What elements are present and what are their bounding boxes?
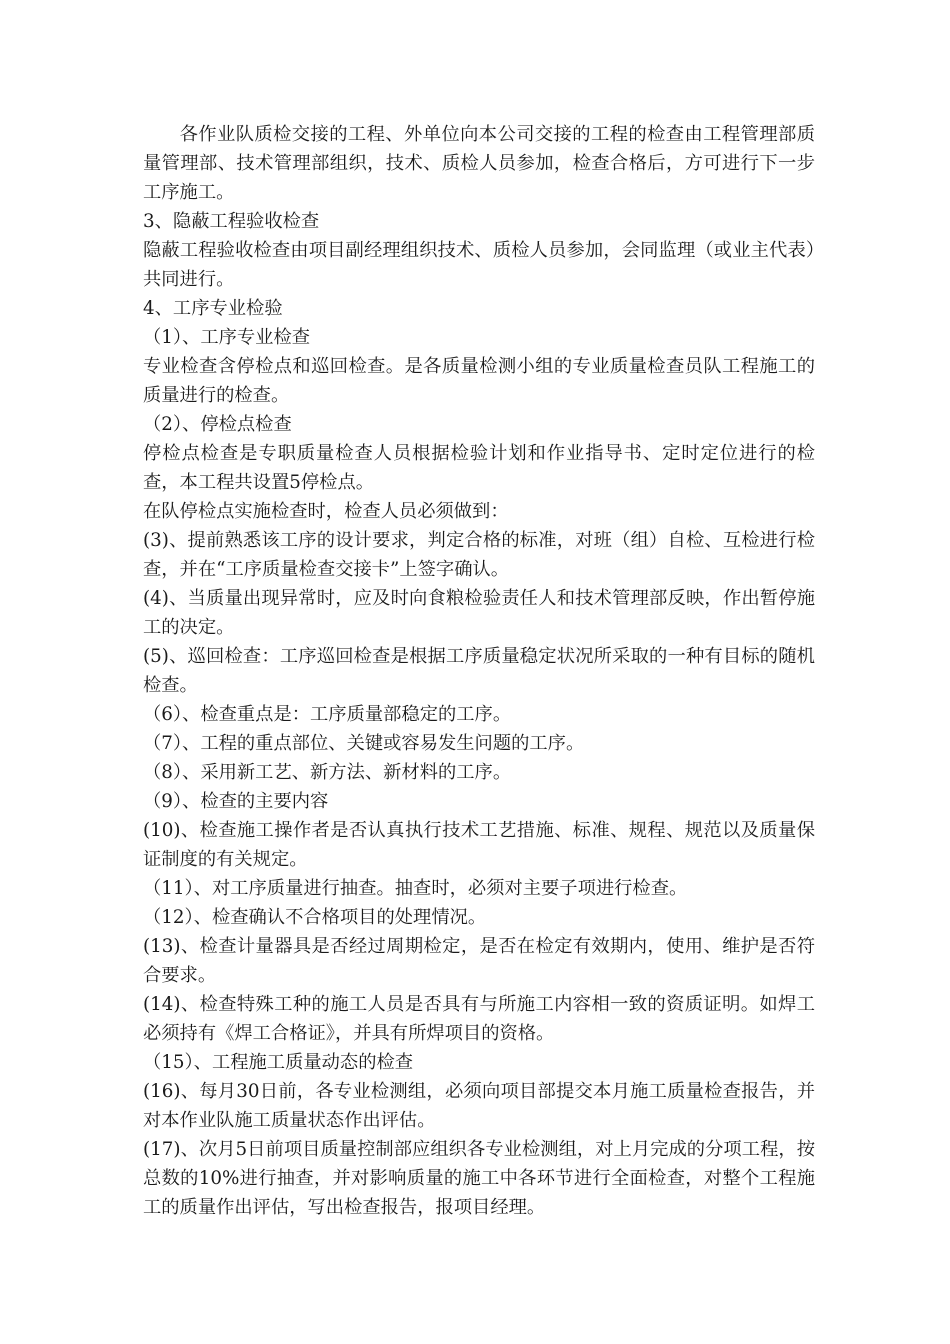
list-item: （9）、检查的主要内容 <box>143 791 329 812</box>
document-body <box>143 120 815 1222</box>
list-item: (14)、检查特殊工种的施工人员是否具有与所施工内容相一致的资质证明。如焊工必须持有《焊工合格证》，并具有所焊项目的资格。 <box>143 994 815 1044</box>
section-heading: 4、工序专业检验 <box>143 298 283 319</box>
list-item: （7）、工程的重点部位、关键或容易发生问题的工序。 <box>143 733 585 754</box>
list-item: (3)、提前熟悉该工序的设计要求，判定合格的标准，对班（组）自检、互检进行检查，并在“工序质量检查交接卡”上签字确认。 <box>143 530 815 580</box>
list-item: （6）、检查重点是：工序质量部稳定的工序。 <box>143 704 512 725</box>
list-item: (10)、检查施工操作者是否认真执行技术工艺措施、标准、规程、规范以及质量保证制度的有关规定。 <box>143 820 815 870</box>
list-item: (17)、次月5日前项目质量控制部应组织各专业检测组，对上月完成的分项工程，按总数的10%进行抽查，并对影响质量的施工中各环节进行全面检查，对整个工程施工的质量作出评估，写出检查报告，报项目经理。 <box>143 1139 815 1218</box>
list-item: (13)、检查计量器具是否经过周期检定，是否在检定有效期内，使用、维护是否符合要求。 <box>143 936 815 986</box>
section-heading: 3、隐蔽工程验收检查 <box>143 211 320 232</box>
paragraph: 停检点检查是专职质量检查人员根据检验计划和作业指导书、定时定位进行的检查，本工程共设置5停检点。 <box>143 443 815 493</box>
paragraph: 各作业队质检交接的工程、外单位向本公司交接的工程的检查由工程管理部质量管理部、技术管理部组织，技术、质检人员参加，检查合格后，方可进行下一步工序施工。 <box>143 124 815 203</box>
list-item: (4)、当质量出现异常时，应及时向食粮检验责任人和技术管理部反映，作出暂停施工的决定。 <box>143 588 815 638</box>
list-item: （12）、检查确认不合格项目的处理情况。 <box>143 907 487 928</box>
subsection-heading: （2）、停检点检查 <box>143 414 292 435</box>
list-item: （15）、工程施工质量动态的检查 <box>143 1052 414 1073</box>
paragraph: 隐蔽工程验收检查由项目副经理组织技术、质检人员参加，会同监理（或业主代表）共同进行。 <box>143 240 815 290</box>
paragraph: 专业检查含停检点和巡回检查。是各质量检测小组的专业质量检查员队工程施工的质量进行的检查。 <box>143 356 815 406</box>
paragraph: 在队停检点实施检查时，检查人员必须做到： <box>143 501 509 522</box>
list-item: (16)、每月30日前，各专业检测组，必须向项目部提交本月施工质量检查报告，并对本作业队施工质量状态作出评估。 <box>143 1081 815 1131</box>
list-item: （11）、对工序质量进行抽查。抽查时，必须对主要子项进行检查。 <box>143 878 688 899</box>
list-item: （8）、采用新工艺、新方法、新材料的工序。 <box>143 762 512 783</box>
list-item: (5)、巡回检查：工序巡回检查是根据工序质量稳定状况所采取的一种有目标的随机检查。 <box>143 646 815 696</box>
subsection-heading: （1）、工序专业检查 <box>143 327 311 348</box>
